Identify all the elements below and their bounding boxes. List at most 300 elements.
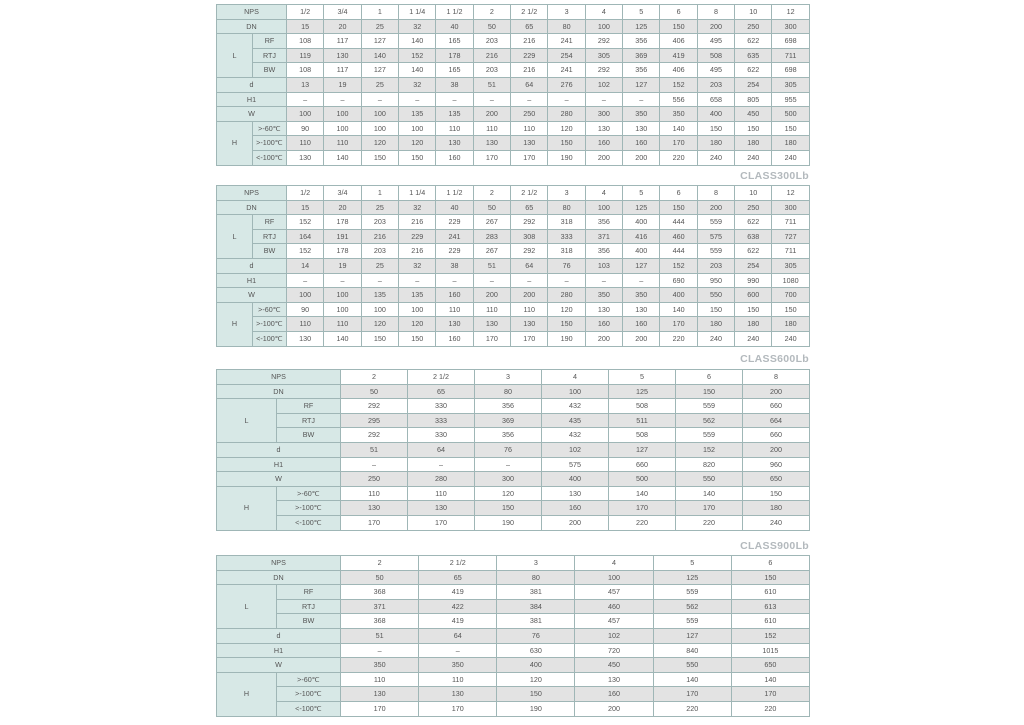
cell-t60: 110 xyxy=(511,121,548,136)
cell-t100b: 170 xyxy=(473,331,510,346)
cell-t60: 150 xyxy=(735,121,772,136)
row-label-h1: H1 xyxy=(217,457,341,472)
table-row xyxy=(217,687,810,702)
cell-d: 254 xyxy=(735,258,772,273)
cell-dn: 200 xyxy=(743,384,810,399)
cell-nps: 3 xyxy=(548,5,585,20)
cell-h1: 630 xyxy=(497,643,575,658)
cell-t60: 150 xyxy=(743,486,810,501)
cell-nps: 6 xyxy=(660,5,697,20)
cell-nps: 10 xyxy=(735,5,772,20)
cell-d: 127 xyxy=(653,628,731,643)
cell-rf: 559 xyxy=(676,399,743,414)
cell-h1: 1080 xyxy=(772,273,809,288)
cell-w: 700 xyxy=(772,288,809,303)
table-row xyxy=(217,628,810,643)
cell-bw: 140 xyxy=(399,63,436,78)
cell-t60: 150 xyxy=(735,302,772,317)
cell-nps: 6 xyxy=(731,556,809,571)
cell-t100b: 170 xyxy=(511,331,548,346)
cell-dn: 100 xyxy=(585,200,622,215)
cell-nps: 1 1/2 xyxy=(436,186,473,201)
cell-rf: 117 xyxy=(324,34,361,49)
cell-rf: 292 xyxy=(585,34,622,49)
cell-dn: 80 xyxy=(475,384,542,399)
table-block-2 xyxy=(216,170,809,347)
cell-w: 400 xyxy=(660,288,697,303)
cell-dn: 150 xyxy=(676,384,743,399)
cell-w: 600 xyxy=(735,288,772,303)
cell-dn: 15 xyxy=(287,19,324,34)
class-caption: CLASS300Lb xyxy=(740,170,809,182)
sub-label-t60: >-60℃ xyxy=(277,672,341,687)
cell-t60: 130 xyxy=(585,121,622,136)
cell-t60: 110 xyxy=(419,672,497,687)
cell-h1: – xyxy=(585,273,622,288)
cell-nps: 4 xyxy=(542,370,609,385)
cell-bw: 508 xyxy=(609,428,676,443)
cell-dn: 25 xyxy=(361,19,398,34)
table-row xyxy=(217,186,810,201)
cell-w: 550 xyxy=(697,288,734,303)
cell-t60: 140 xyxy=(676,486,743,501)
cell-h1: – xyxy=(473,92,510,107)
cell-h1: – xyxy=(324,92,361,107)
cell-dn: 125 xyxy=(623,200,660,215)
table-row xyxy=(217,442,810,457)
cell-d: 38 xyxy=(436,258,473,273)
table-row xyxy=(217,200,810,215)
cell-dn: 25 xyxy=(361,200,398,215)
row-label-d: d xyxy=(217,628,341,643)
cell-rtj: 216 xyxy=(473,48,510,63)
cell-nps: 3 xyxy=(497,556,575,571)
cell-w: 135 xyxy=(399,288,436,303)
cell-w: 300 xyxy=(585,107,622,122)
cell-d: 276 xyxy=(548,77,585,92)
table-row xyxy=(217,229,810,244)
cell-t100a: 150 xyxy=(548,317,585,332)
cell-rtj: 164 xyxy=(287,229,324,244)
cell-dn: 100 xyxy=(542,384,609,399)
cell-d: 152 xyxy=(676,442,743,457)
cell-rf: 152 xyxy=(287,215,324,230)
cell-h1: 658 xyxy=(697,92,734,107)
cell-bw: 622 xyxy=(735,63,772,78)
cell-d: 103 xyxy=(585,258,622,273)
cell-w: 200 xyxy=(511,288,548,303)
sub-label-bw: BW xyxy=(277,428,341,443)
cell-d: 64 xyxy=(419,628,497,643)
cell-w: 350 xyxy=(623,107,660,122)
cell-w: 280 xyxy=(548,288,585,303)
cell-rtj: 305 xyxy=(585,48,622,63)
cell-t100b: 240 xyxy=(743,515,810,530)
cell-rtj: 216 xyxy=(361,229,398,244)
class-caption: CLASS900Lb xyxy=(740,540,809,552)
cell-rf: 381 xyxy=(497,585,575,600)
table-row xyxy=(217,370,810,385)
cell-w: 450 xyxy=(575,658,653,673)
row-label-d: d xyxy=(217,77,287,92)
cell-dn: 200 xyxy=(697,200,734,215)
cell-bw: 216 xyxy=(511,63,548,78)
table-row xyxy=(217,258,810,273)
cell-t100b: 200 xyxy=(542,515,609,530)
cell-t60: 100 xyxy=(324,302,361,317)
cell-w: 500 xyxy=(772,107,809,122)
cell-d: 13 xyxy=(287,77,324,92)
cell-h1: 805 xyxy=(735,92,772,107)
cell-t60: 110 xyxy=(436,121,473,136)
cell-nps: 5 xyxy=(653,556,731,571)
table-row xyxy=(217,63,810,78)
sub-label-rtj: RTJ xyxy=(253,48,287,63)
sub-label-bw: BW xyxy=(277,614,341,629)
cell-dn: 100 xyxy=(575,570,653,585)
cell-t100b: 200 xyxy=(585,150,622,165)
cell-h1: – xyxy=(511,273,548,288)
cell-t100a: 120 xyxy=(399,136,436,151)
cell-rtj: 295 xyxy=(341,413,408,428)
cell-dn: 40 xyxy=(436,19,473,34)
cell-t100a: 180 xyxy=(772,136,809,151)
table-row xyxy=(217,48,810,63)
cell-rtj: 308 xyxy=(511,229,548,244)
cell-h1: – xyxy=(361,273,398,288)
cell-bw: 330 xyxy=(408,428,475,443)
cell-rf: 203 xyxy=(361,215,398,230)
cell-d: 76 xyxy=(548,258,585,273)
cell-w: 650 xyxy=(731,658,809,673)
cell-bw: 444 xyxy=(660,244,697,259)
cell-rf: 356 xyxy=(623,34,660,49)
cell-nps: 1/2 xyxy=(287,5,324,20)
cell-bw: 127 xyxy=(361,63,398,78)
cell-h1: – xyxy=(585,92,622,107)
table-row xyxy=(217,92,810,107)
cell-nps: 1/2 xyxy=(287,186,324,201)
table-row xyxy=(217,77,810,92)
cell-dn: 20 xyxy=(324,200,361,215)
sub-label-t100a: >-100℃ xyxy=(253,317,287,332)
cell-d: 64 xyxy=(408,442,475,457)
cell-t100b: 140 xyxy=(324,150,361,165)
cell-dn: 250 xyxy=(735,200,772,215)
cell-w: 280 xyxy=(548,107,585,122)
cell-t100a: 130 xyxy=(511,317,548,332)
cell-h1: – xyxy=(408,457,475,472)
cell-d: 127 xyxy=(623,77,660,92)
cell-t100b: 150 xyxy=(399,331,436,346)
cell-rf: 356 xyxy=(585,215,622,230)
cell-rf: 711 xyxy=(772,215,809,230)
cell-d: 102 xyxy=(585,77,622,92)
cell-dn: 125 xyxy=(623,19,660,34)
sub-label-t60: >-60℃ xyxy=(277,486,341,501)
sub-label-t100b: <-100℃ xyxy=(253,331,287,346)
cell-rf: 127 xyxy=(361,34,398,49)
cell-dn: 150 xyxy=(660,200,697,215)
cell-t100b: 150 xyxy=(361,150,398,165)
cell-w: 350 xyxy=(341,658,419,673)
table-row xyxy=(217,501,810,516)
cell-t100b: 200 xyxy=(623,331,660,346)
cell-nps: 1 1/4 xyxy=(399,186,436,201)
cell-t60: 110 xyxy=(511,302,548,317)
cell-w: 350 xyxy=(419,658,497,673)
table-row xyxy=(217,288,810,303)
cell-rtj: 727 xyxy=(772,229,809,244)
cell-bw: 216 xyxy=(399,244,436,259)
cell-rtj: 562 xyxy=(676,413,743,428)
cell-d: 102 xyxy=(575,628,653,643)
cell-t100a: 130 xyxy=(511,136,548,151)
cell-nps: 3/4 xyxy=(324,5,361,20)
cell-d: 19 xyxy=(324,258,361,273)
sub-label-rtj: RTJ xyxy=(277,413,341,428)
cell-dn: 65 xyxy=(408,384,475,399)
cell-w: 400 xyxy=(542,472,609,487)
sub-label-t100a: >-100℃ xyxy=(277,501,341,516)
cell-rtj: 460 xyxy=(660,229,697,244)
cell-w: 135 xyxy=(399,107,436,122)
cell-t100b: 220 xyxy=(609,515,676,530)
cell-rtj: 191 xyxy=(324,229,361,244)
cell-w: 135 xyxy=(361,288,398,303)
cell-rtj: 229 xyxy=(399,229,436,244)
cell-rf: 559 xyxy=(653,585,731,600)
cell-nps: 1 1/4 xyxy=(399,5,436,20)
cell-dn: 40 xyxy=(436,200,473,215)
cell-w: 200 xyxy=(473,107,510,122)
cell-h1: – xyxy=(473,273,510,288)
cell-nps: 3 xyxy=(548,186,585,201)
cell-rtj: 152 xyxy=(399,48,436,63)
cell-rtj: 369 xyxy=(475,413,542,428)
cell-bw: 229 xyxy=(436,244,473,259)
row-label-h1: H1 xyxy=(217,273,287,288)
row-label-nps: NPS xyxy=(217,556,341,571)
cell-w: 300 xyxy=(475,472,542,487)
cell-rf: 368 xyxy=(341,585,419,600)
cell-rtj: 562 xyxy=(653,599,731,614)
cell-bw: 622 xyxy=(735,244,772,259)
cell-d: 76 xyxy=(475,442,542,457)
cell-t60: 140 xyxy=(660,302,697,317)
cell-t60: 110 xyxy=(473,121,510,136)
cell-rf: 267 xyxy=(473,215,510,230)
table-row xyxy=(217,672,810,687)
cell-t100a: 110 xyxy=(324,317,361,332)
cell-nps: 2 1/2 xyxy=(511,5,548,20)
row-label-dn: DN xyxy=(217,200,287,215)
table-row xyxy=(217,472,810,487)
table-row xyxy=(217,302,810,317)
cell-nps: 2 xyxy=(341,556,419,571)
cell-h1: – xyxy=(475,457,542,472)
cell-rtj: 119 xyxy=(287,48,324,63)
cell-w: 135 xyxy=(436,107,473,122)
cell-t60: 100 xyxy=(361,121,398,136)
cell-dn: 80 xyxy=(497,570,575,585)
sub-label-t60: >-60℃ xyxy=(253,302,287,317)
cell-w: 550 xyxy=(653,658,731,673)
cell-w: 100 xyxy=(361,107,398,122)
table-row xyxy=(217,19,810,34)
cell-d: 51 xyxy=(473,77,510,92)
cell-rf: 356 xyxy=(475,399,542,414)
cell-dn: 80 xyxy=(548,200,585,215)
cell-t60: 140 xyxy=(653,672,731,687)
cell-nps: 6 xyxy=(660,186,697,201)
cell-nps: 10 xyxy=(735,186,772,201)
cell-rtj: 435 xyxy=(542,413,609,428)
cell-dn: 50 xyxy=(473,200,510,215)
cell-d: 32 xyxy=(399,258,436,273)
sub-label-bw: BW xyxy=(253,63,287,78)
cell-nps: 2 1/2 xyxy=(408,370,475,385)
cell-rf: 495 xyxy=(697,34,734,49)
cell-rtj: 283 xyxy=(473,229,510,244)
table-row xyxy=(217,599,810,614)
table-row xyxy=(217,244,810,259)
cell-dn: 65 xyxy=(511,19,548,34)
row-label-h1: H1 xyxy=(217,643,341,658)
cell-d: 51 xyxy=(341,628,419,643)
cell-bw: 381 xyxy=(497,614,575,629)
cell-nps: 5 xyxy=(609,370,676,385)
cell-bw: 495 xyxy=(697,63,734,78)
sub-label-t100a: >-100℃ xyxy=(253,136,287,151)
cell-t60: 130 xyxy=(575,672,653,687)
cell-nps: 8 xyxy=(697,186,734,201)
cell-t100b: 220 xyxy=(731,701,809,716)
table-row xyxy=(217,384,810,399)
cell-t100a: 170 xyxy=(676,501,743,516)
cell-h1: 556 xyxy=(660,92,697,107)
cell-t60: 100 xyxy=(399,302,436,317)
cell-t100a: 180 xyxy=(697,317,734,332)
cell-t100b: 160 xyxy=(436,331,473,346)
cell-d: 19 xyxy=(324,77,361,92)
cell-t60: 150 xyxy=(772,121,809,136)
cell-t100b: 240 xyxy=(772,150,809,165)
table-row xyxy=(217,399,810,414)
cell-h1: – xyxy=(324,273,361,288)
table-row xyxy=(217,413,810,428)
cell-nps: 5 xyxy=(623,5,660,20)
cell-t100b: 190 xyxy=(548,150,585,165)
row-label-d: d xyxy=(217,442,341,457)
cell-bw: 267 xyxy=(473,244,510,259)
cell-t100b: 240 xyxy=(697,150,734,165)
cell-dn: 200 xyxy=(697,19,734,34)
cell-rtj: 333 xyxy=(548,229,585,244)
sub-label-t100b: <-100℃ xyxy=(277,701,341,716)
cell-t100b: 130 xyxy=(287,150,324,165)
cell-t100b: 150 xyxy=(399,150,436,165)
cell-rtj: 635 xyxy=(735,48,772,63)
cell-dn: 65 xyxy=(419,570,497,585)
cell-rtj: 254 xyxy=(548,48,585,63)
cell-rf: 610 xyxy=(731,585,809,600)
cell-w: 100 xyxy=(324,107,361,122)
table-row xyxy=(217,701,810,716)
cell-h1: – xyxy=(287,273,324,288)
table-row xyxy=(217,136,810,151)
cell-rf: 178 xyxy=(324,215,361,230)
cell-t100a: 120 xyxy=(361,317,398,332)
cell-rf: 318 xyxy=(548,215,585,230)
cell-t100a: 150 xyxy=(548,136,585,151)
cell-rf: 229 xyxy=(436,215,473,230)
cell-dn: 50 xyxy=(341,384,408,399)
cell-bw: 559 xyxy=(653,614,731,629)
cell-rtj: 508 xyxy=(697,48,734,63)
cell-h1: 955 xyxy=(772,92,809,107)
cell-t60: 130 xyxy=(542,486,609,501)
cell-t100b: 170 xyxy=(419,701,497,716)
cell-h1: 840 xyxy=(653,643,731,658)
cell-t60: 110 xyxy=(408,486,475,501)
row-label-nps: NPS xyxy=(217,5,287,20)
group-label-l: L xyxy=(217,215,253,259)
cell-nps: 2 xyxy=(341,370,408,385)
cell-t100a: 180 xyxy=(743,501,810,516)
cell-h1: – xyxy=(511,92,548,107)
cell-rf: 406 xyxy=(660,34,697,49)
cell-h1: 660 xyxy=(609,457,676,472)
cell-d: 64 xyxy=(511,258,548,273)
cell-nps: 3/4 xyxy=(324,186,361,201)
cell-h1: – xyxy=(361,92,398,107)
sub-label-t100b: <-100℃ xyxy=(253,150,287,165)
cell-h1: – xyxy=(436,273,473,288)
table-row xyxy=(217,486,810,501)
row-label-nps: NPS xyxy=(217,186,287,201)
cell-rf: 457 xyxy=(575,585,653,600)
cell-d: 200 xyxy=(743,442,810,457)
row-label-w: W xyxy=(217,288,287,303)
cell-t100a: 160 xyxy=(585,136,622,151)
cell-t100a: 150 xyxy=(497,687,575,702)
cell-rtj: 140 xyxy=(361,48,398,63)
group-label-l: L xyxy=(217,34,253,78)
cell-t100b: 190 xyxy=(548,331,585,346)
cell-bw: 165 xyxy=(436,63,473,78)
spec-table xyxy=(216,185,810,347)
cell-t100b: 200 xyxy=(623,150,660,165)
cell-h1: – xyxy=(436,92,473,107)
cell-t60: 120 xyxy=(548,121,585,136)
cell-d: 25 xyxy=(361,77,398,92)
cell-h1: – xyxy=(287,92,324,107)
cell-bw: 368 xyxy=(341,614,419,629)
cell-bw: 318 xyxy=(548,244,585,259)
sub-label-t100a: >-100℃ xyxy=(277,687,341,702)
cell-d: 14 xyxy=(287,258,324,273)
cell-rtj: 664 xyxy=(743,413,810,428)
row-label-dn: DN xyxy=(217,384,341,399)
cell-t100a: 170 xyxy=(609,501,676,516)
cell-t60: 150 xyxy=(772,302,809,317)
cell-t100b: 190 xyxy=(497,701,575,716)
cell-bw: 457 xyxy=(575,614,653,629)
cell-t100a: 170 xyxy=(660,317,697,332)
cell-t60: 150 xyxy=(697,302,734,317)
cell-rtj: 371 xyxy=(585,229,622,244)
